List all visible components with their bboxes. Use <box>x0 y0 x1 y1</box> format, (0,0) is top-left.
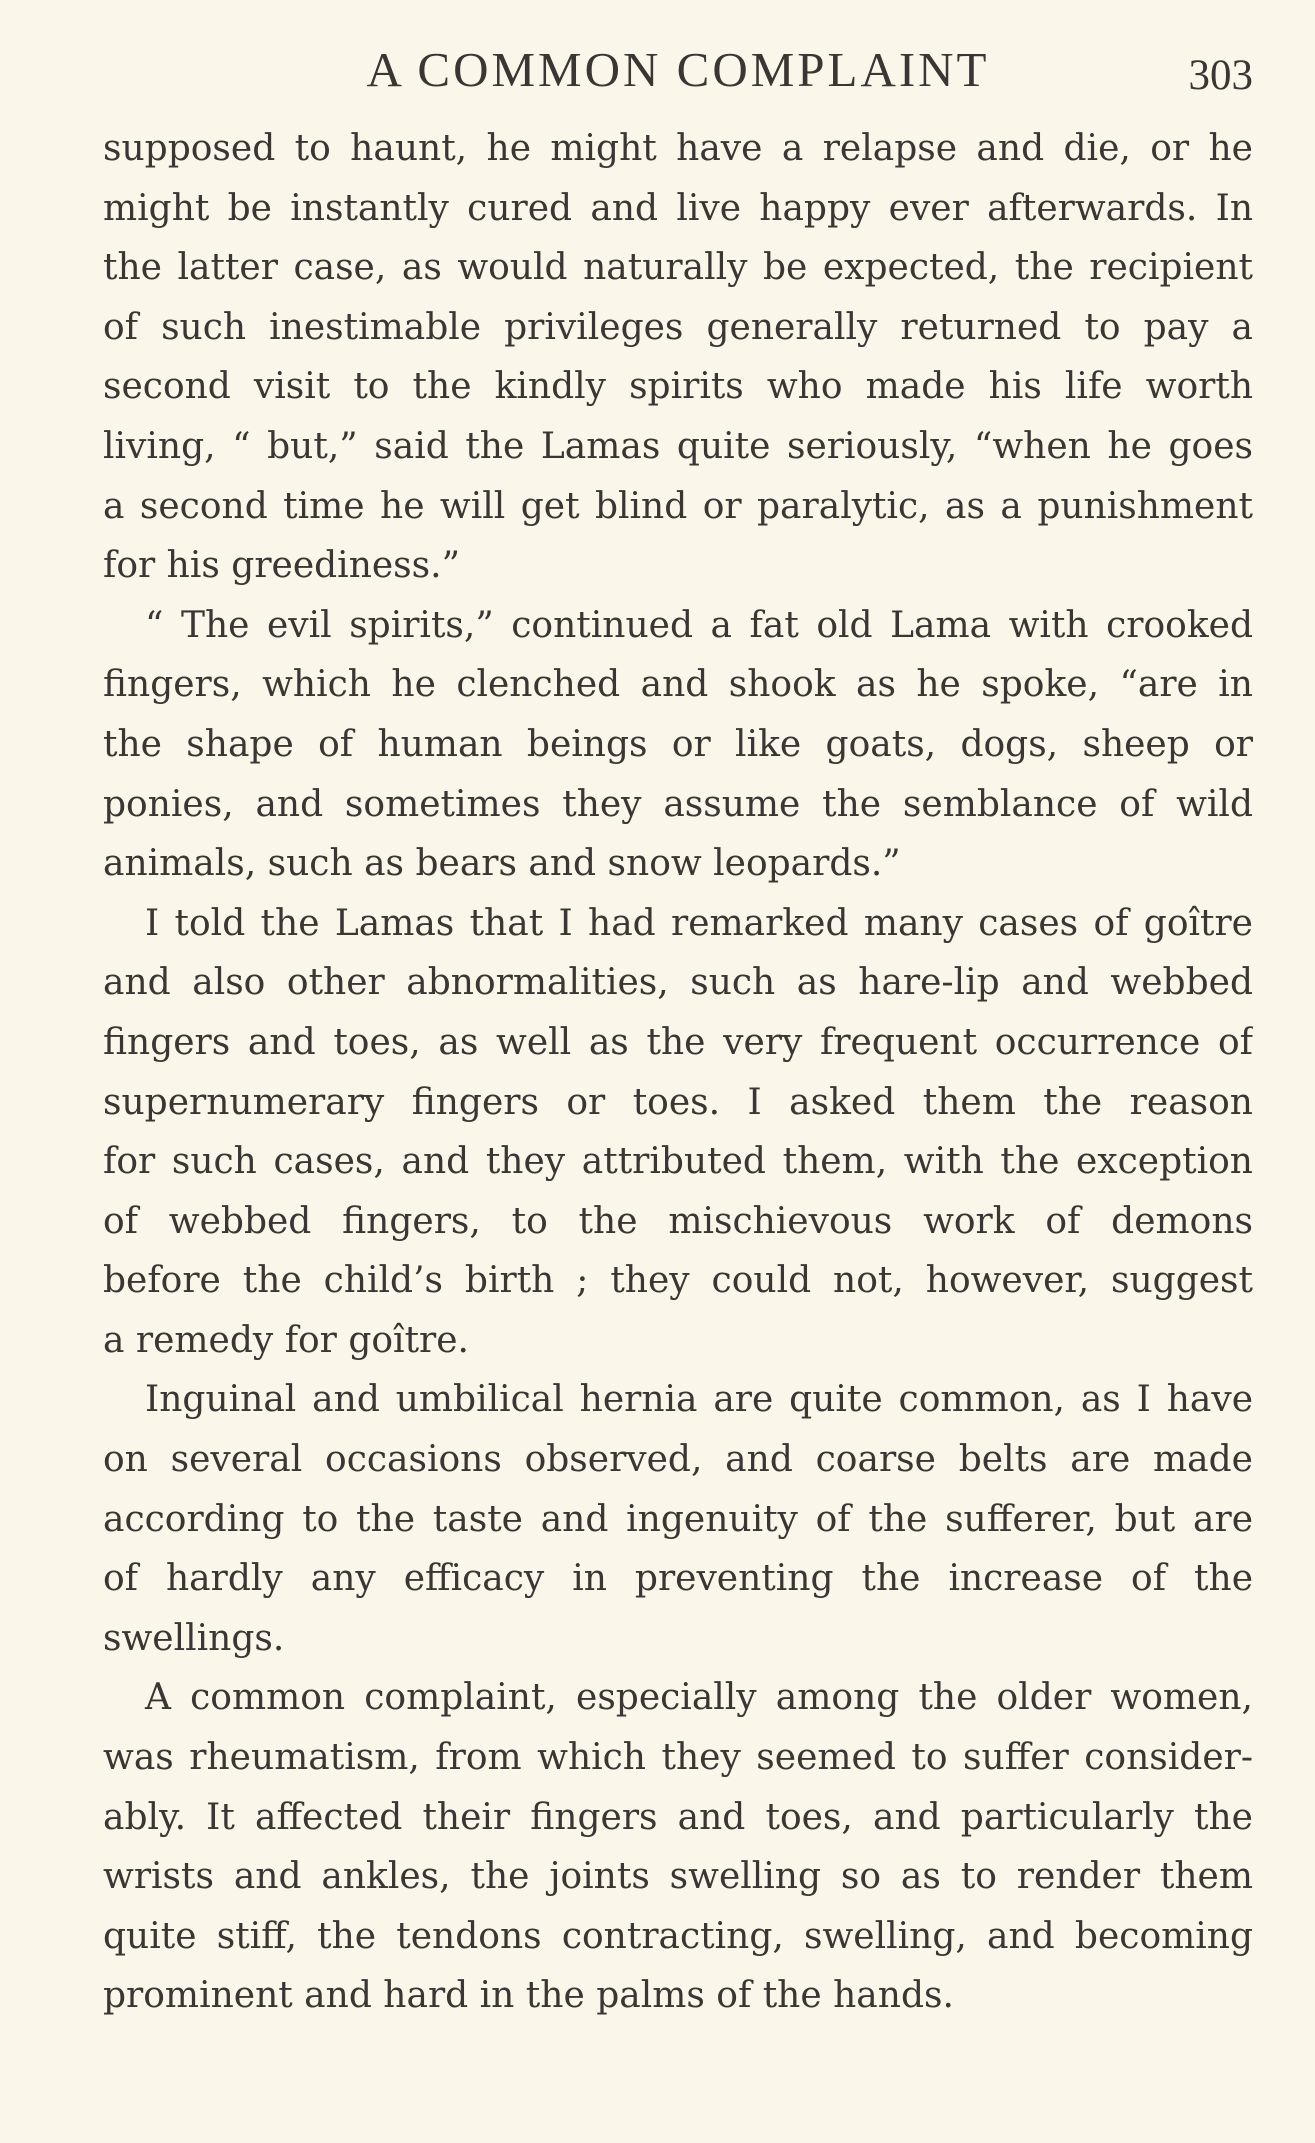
text-line: fingers and toes, as well as the very frequent occurrence of <box>103 1021 1253 1063</box>
text-line: swellings. <box>103 1617 285 1659</box>
text-line: according to the taste and ingenuity of the sufferer, but are <box>103 1498 1253 1540</box>
text-line: and also other abnormalities, such as hare-lip and webbed <box>103 962 1253 1004</box>
text-line: I told the Lamas that I had remarked many cases of goître <box>145 902 1253 944</box>
paragraph <box>103 119 1253 596</box>
text-line: for such cases, and they attributed them, with the exception <box>103 1141 1253 1183</box>
body-text <box>103 119 1253 2026</box>
text-line: for his greediness.” <box>103 545 460 587</box>
text-line: before the child’s birth ; they could not, however, suggest <box>103 1260 1253 1302</box>
text-line: prominent and hard in the palms of the hands. <box>103 1975 954 2017</box>
text-line: “ The evil spirits,” continued a fat old Lama with crooked <box>145 604 1253 646</box>
text-line: fingers, which he clenched and shook as he spoke, “are in <box>103 664 1253 706</box>
text-line: of webbed fingers, to the mischievous work of demons <box>103 1200 1253 1242</box>
paragraph <box>103 596 1253 894</box>
text-line: quite stiff, the tendons contracting, swelling, and becoming <box>103 1915 1253 1957</box>
running-head <box>103 40 1253 100</box>
text-line: the shape of human beings or like goats, dogs, sheep or <box>103 723 1253 765</box>
running-title: A COMMON COMPLAINT <box>366 42 990 97</box>
text-line: supposed to haunt, he might have a relapse and die, or he <box>103 128 1253 169</box>
text-line: of such inestimable privileges generally returned to pay a <box>103 306 1253 348</box>
paragraph <box>103 1668 1253 2026</box>
text-line: wrists and ankles, the joints swelling so as to render them <box>103 1856 1253 1898</box>
text-line: a second time he will get blind or paralytic, as a punishment <box>103 485 1253 527</box>
text-line: animals, such as bears and snow leopards.” <box>103 843 901 885</box>
paragraph <box>103 1370 1253 1668</box>
text-line: Inguinal and umbilical hernia are quite common, as I have <box>145 1379 1253 1421</box>
text-line: living, “ but,” said the Lamas quite seriously, “when he goes <box>103 425 1253 467</box>
text-line: second visit to the kindly spirits who made his life worth <box>103 366 1253 408</box>
text-line: supernumerary fingers or toes. I asked them the reason <box>103 1081 1253 1123</box>
page-number: 303 <box>1188 52 1253 99</box>
text-line: was rheumatism, from which they seemed to suffer consider- <box>103 1737 1253 1779</box>
text-line: a remedy for goître. <box>103 1319 469 1361</box>
text-line: ably. It affected their fingers and toes, and particularly the <box>103 1796 1253 1838</box>
text-line: ponies, and sometimes they assume the semblance of wild <box>103 783 1253 825</box>
text-line: of hardly any efficacy in preventing the increase of the <box>103 1558 1253 1600</box>
text-line: A common complaint, especially among the older women, <box>145 1677 1253 1719</box>
text-line: on several occasions observed, and coarse belts are made <box>103 1439 1253 1481</box>
paragraph <box>103 894 1253 1371</box>
text-line: might be instantly cured and live happy ever afterwards. In <box>103 187 1253 229</box>
text-line: the latter case, as would naturally be expected, the recipient <box>103 247 1253 289</box>
